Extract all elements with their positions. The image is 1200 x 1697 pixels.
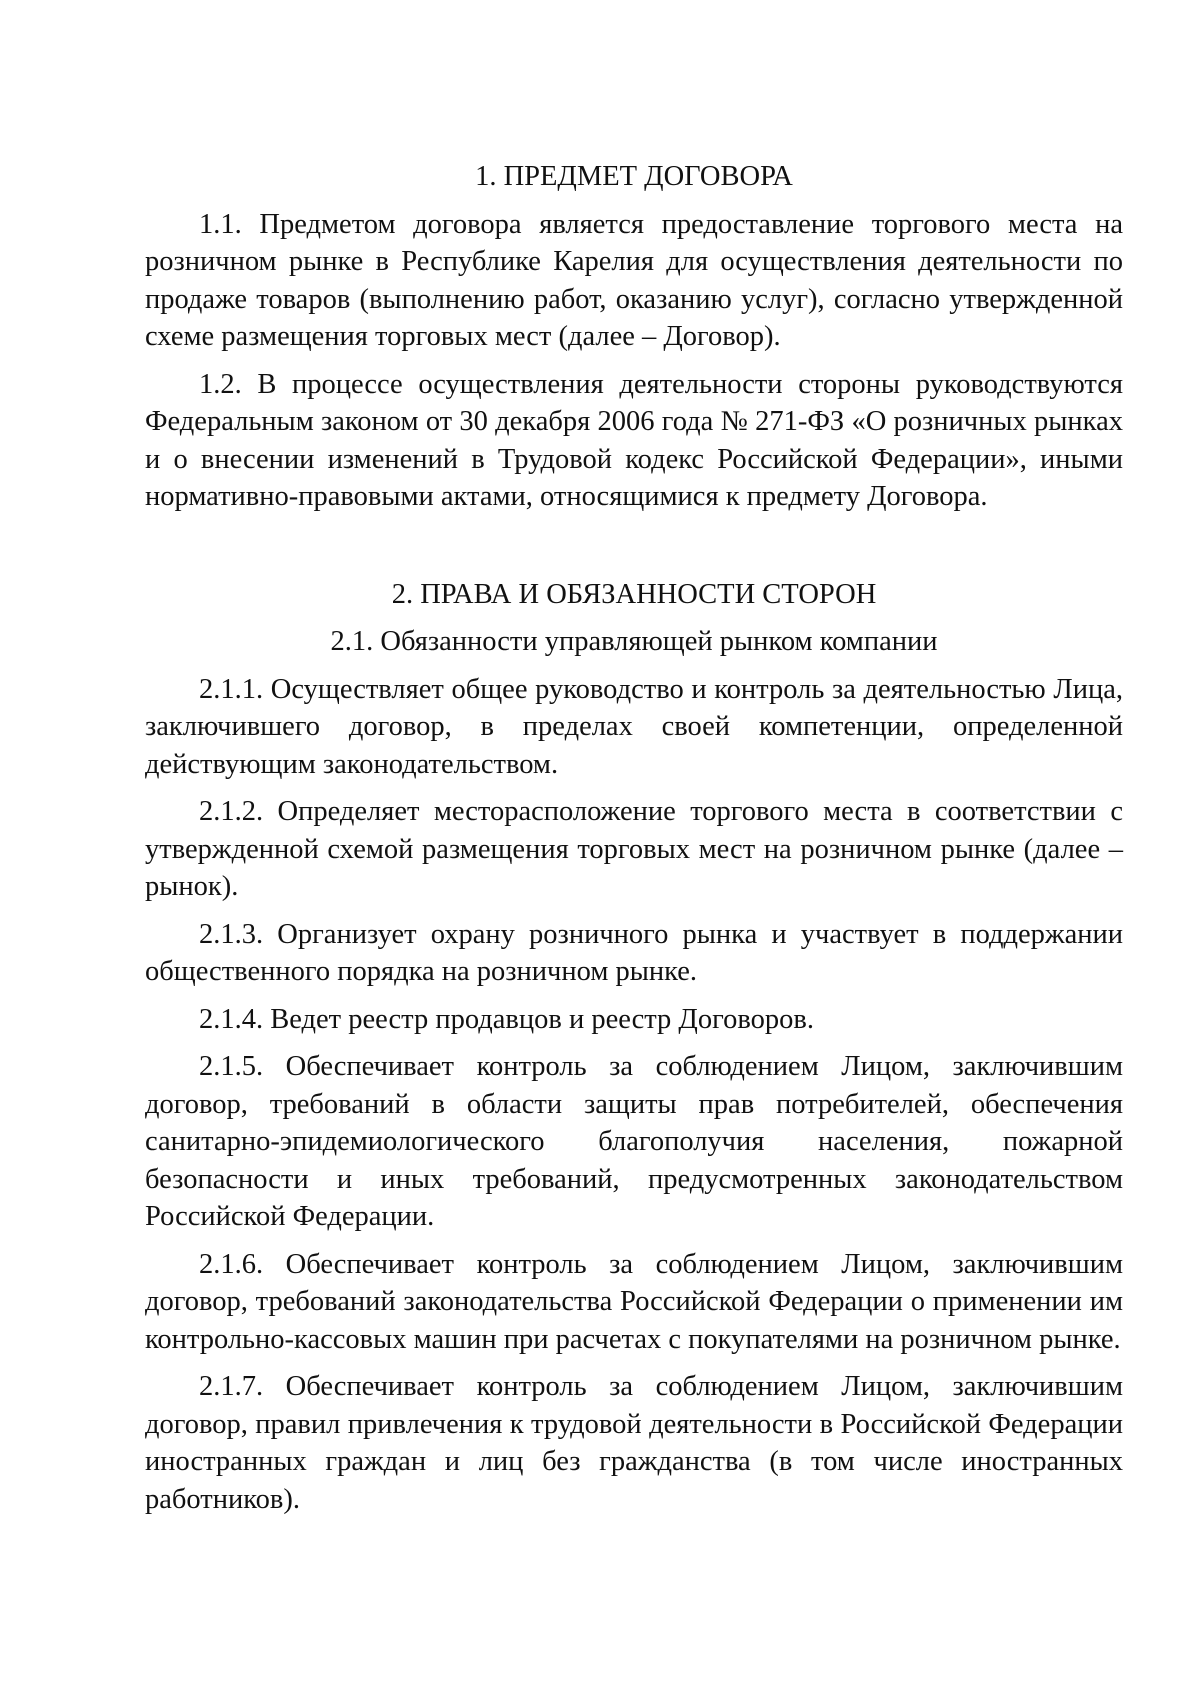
paragraph-2-1-7: 2.1.7. Обеспечивает контроль за соблюдением Лицом, заключившим договор, правил привлечения к трудовой деятельности в Российской Федерации иностранных граждан и лиц без гражданства (в том числе иностранных работников).	[145, 1371, 1123, 1515]
paragraph-1-1: 1.1. Предметом договора является предоставление торгового места на розничном рынке в Республике Карелия для осуществления деятельности по продаже товаров (выполнению работ, оказанию услуг), согласно утвержденной схеме размещения торговых мест (далее – Договор).	[145, 208, 1123, 352]
paragraph-2-1-5: 2.1.5. Обеспечивает контроль за соблюдением Лицом, заключившим договор, требований в области защиты прав потребителей, обеспечения санитарно-эпидемиологического благополучия населения, пожарной безопасности и иных требований, предусмотренных законодательством Российской Федерации.	[145, 1051, 1123, 1232]
paragraph-2-1-2: 2.1.2. Определяет месторасположение торгового места в соответствии с утвержденной схемой размещения торговых мест на розничном рынке (далее – рынок).	[145, 796, 1123, 902]
paragraph-2-1-1: 2.1.1. Осуществляет общее руководство и контроль за деятельностью Лица, заключившего договор, в пределах своей компетенции, определенной действующим законодательством.	[145, 673, 1123, 780]
paragraph-2-1-3: 2.1.3. Организует охрану розничного рынка и участвует в поддержании общественного порядка на розничном рынке.	[145, 918, 1123, 987]
paragraph-2-1-4: 2.1.4. Ведет реестр продавцов и реестр Договоров.	[199, 1003, 814, 1035]
section-2-title: 2. ПРАВА И ОБЯЗАННОСТИ СТОРОН	[391, 578, 877, 610]
subsection-2-1-title: 2.1. Обязанности управляющей рынком компании	[330, 626, 938, 657]
paragraph-1-2: 1.2. В процессе осуществления деятельности стороны руководствуются Федеральным законом от 30 декабря 2006 года № 271-ФЗ «О розничных рынках и о внесении изменений в Трудовой кодекс Российской Федерации», иными нормативно-правовыми актами, относящимися к предмету Договора.	[145, 368, 1123, 512]
document-page	[145, 158, 1123, 1528]
paragraph-2-1-6: 2.1.6. Обеспечивает контроль за соблюдением Лицом, заключившим договор, требований законодательства Российской Федерации о применении им контрольно-кассовых машин при расчетах с покупателями на розничном рынке.	[145, 1248, 1123, 1355]
section-1-title: 1. ПРЕДМЕТ ДОГОВОРА	[475, 161, 793, 192]
